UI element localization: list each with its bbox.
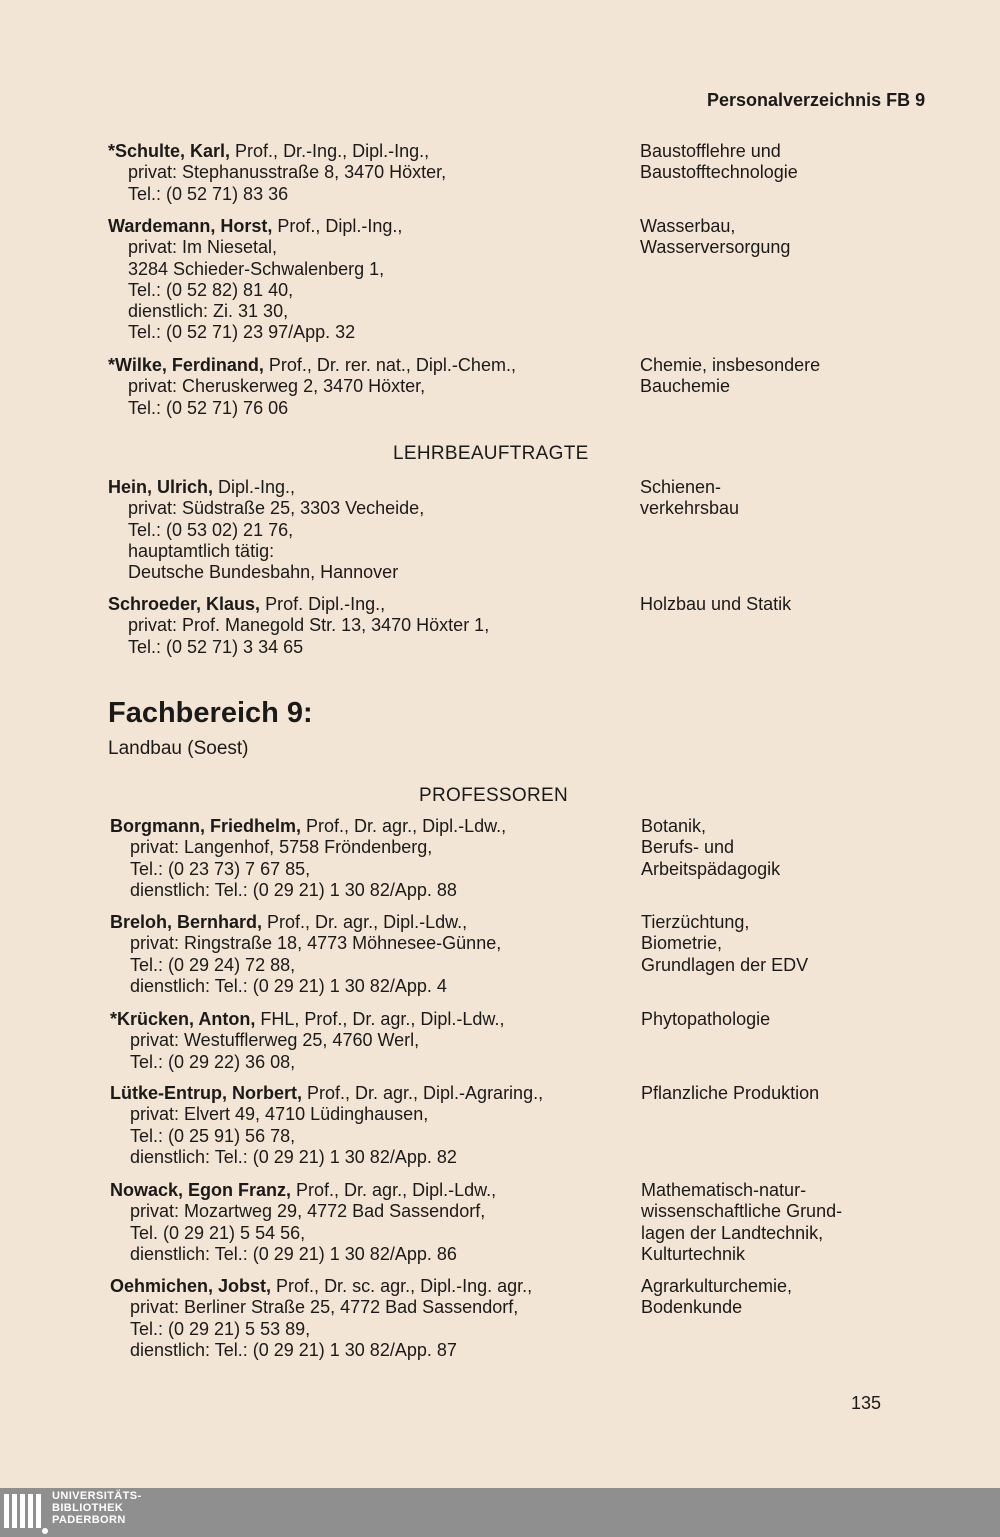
subject-field: Mathematisch-natur- wissenschaftliche Grund- lagen der Landtechnik, Kulturtechnik [641, 1180, 843, 1264]
subject-field: Tierzüchtung, Biometrie, Grundlagen der EDV [641, 912, 809, 975]
person-entry: Oehmichen, Jobst, Prof., Dr. sc. agr., Dipl.-Ing. agr., privat: Berliner Straße 25, 4772 Bad Sassendorf, Tel.: (0 29 21) 5 53 89, dienstlich: Tel.: (0 29 21) 1 30 82/App. 87 [110, 1276, 533, 1360]
library-logo-icon [4, 1494, 48, 1534]
person-name: Hein, Ulrich, [108, 477, 214, 497]
person-entry: Wardemann, Horst, Prof., Dipl.-Ing., privat: Im Niesetal, 3284 Schieder-Schwalenberg 1, Tel.: (0 52 82) 81 40, dienstlich: Zi. 31 30, Tel.: (0 52 71) 23 97/App. 32 [108, 216, 403, 343]
library-logo-text: UNIVERSITÄTS- BIBLIOTHEK PADERBORN [52, 1490, 142, 1526]
person-entry: Nowack, Egon Franz, Prof., Dr. agr., Dipl.-Ldw., privat: Mozartweg 29, 4772 Bad Sassendorf, Tel. (0 29 21) 5 54 56, dienstlich: Tel.: (0 29 21) 1 30 82/App. 86 [110, 1180, 497, 1264]
person-name: *Schulte, Karl, [108, 141, 231, 161]
subject-field: Wasserbau, Wasserversorgung [640, 216, 791, 258]
subject-field: Pflanzliche Produktion [641, 1083, 820, 1103]
subject-field: Baustofflehre und Baustofftechnologie [640, 141, 798, 183]
person-name: *Wilke, Ferdinand, [108, 355, 264, 375]
person-entry: Breloh, Bernhard, Prof., Dr. agr., Dipl.-Ldw., privat: Ringstraße 18, 4773 Möhnesee-Günne, Tel.: (0 29 24) 72 88, dienstlich: Tel.: (0 29 21) 1 30 82/App. 4 [110, 912, 502, 996]
subject-field: Schienen- verkehrsbau [640, 477, 740, 519]
department-subtitle: Landbau (Soest) [108, 738, 249, 759]
library-footer-bar [0, 1488, 1000, 1537]
person-entry: Borgmann, Friedhelm, Prof., Dr. agr., Dipl.-Ldw., privat: Langenhof, 5758 Fröndenberg, Tel.: (0 23 73) 7 67 85, dienstlich: Tel.: (0 29 21) 1 30 82/App. 88 [110, 816, 507, 900]
person-entry: Lütke-Entrup, Norbert, Prof., Dr. agr., Dipl.-Agraring., privat: Elvert 49, 4710 Lüdinghausen, Tel.: (0 25 91) 56 78, dienstlich: Tel.: (0 29 21) 1 30 82/App. 82 [110, 1083, 544, 1167]
person-entry: Schroeder, Klaus, Prof. Dipl.-Ing., privat: Prof. Manegold Str. 13, 3470 Höxter 1, Tel.: (0 52 71) 3 34 65 [108, 594, 490, 657]
person-name: Breloh, Bernhard, [110, 912, 263, 932]
person-name: Wardemann, Horst, [108, 216, 273, 236]
person-name: Nowack, Egon Franz, [110, 1180, 292, 1200]
person-entry: *Schulte, Karl, Prof., Dr.-Ing., Dipl.-Ing., privat: Stephanusstraße 8, 3470 Höxter, Tel.: (0 52 71) 83 36 [108, 141, 447, 204]
running-header: Personalverzeichnis FB 9 [707, 90, 926, 110]
person-entry: Hein, Ulrich, Dipl.-Ing., privat: Südstraße 25, 3303 Vecheide, Tel.: (0 53 02) 21 76, hauptamtlich tätig: Deutsche Bundesbahn, Hannover [108, 477, 425, 583]
section-heading-professoren: PROFESSOREN [419, 785, 568, 806]
subject-field: Agrarkulturchemie, Bodenkunde [641, 1276, 793, 1318]
department-title: Fachbereich 9: [108, 697, 313, 729]
page-number: 135 [851, 1393, 882, 1413]
person-entry: *Wilke, Ferdinand, Prof., Dr. rer. nat., Dipl.-Chem., privat: Cheruskerweg 2, 3470 Höxter, Tel.: (0 52 71) 76 06 [108, 355, 516, 418]
section-heading-lehrbeauftragte: LEHRBEAUFTRAGTE [393, 443, 589, 464]
person-name: Lütke-Entrup, Norbert, [110, 1083, 302, 1103]
person-name: Borgmann, Friedhelm, [110, 816, 302, 836]
person-entry: *Krücken, Anton, FHL, Prof., Dr. agr., Dipl.-Ldw., privat: Westufflerweg 25, 4760 Werl, Tel.: (0 29 22) 36 08, [110, 1009, 505, 1072]
person-name: *Krücken, Anton, [110, 1009, 256, 1029]
person-name: Oehmichen, Jobst, [110, 1276, 272, 1296]
person-name: Schroeder, Klaus, [108, 594, 261, 614]
subject-field: Holzbau und Statik [640, 594, 792, 614]
subject-field: Botanik, Berufs- und Arbeitspädagogik [641, 816, 781, 879]
subject-field: Chemie, insbesondere Bauchemie [640, 355, 821, 397]
subject-field: Phytopathologie [641, 1009, 771, 1029]
